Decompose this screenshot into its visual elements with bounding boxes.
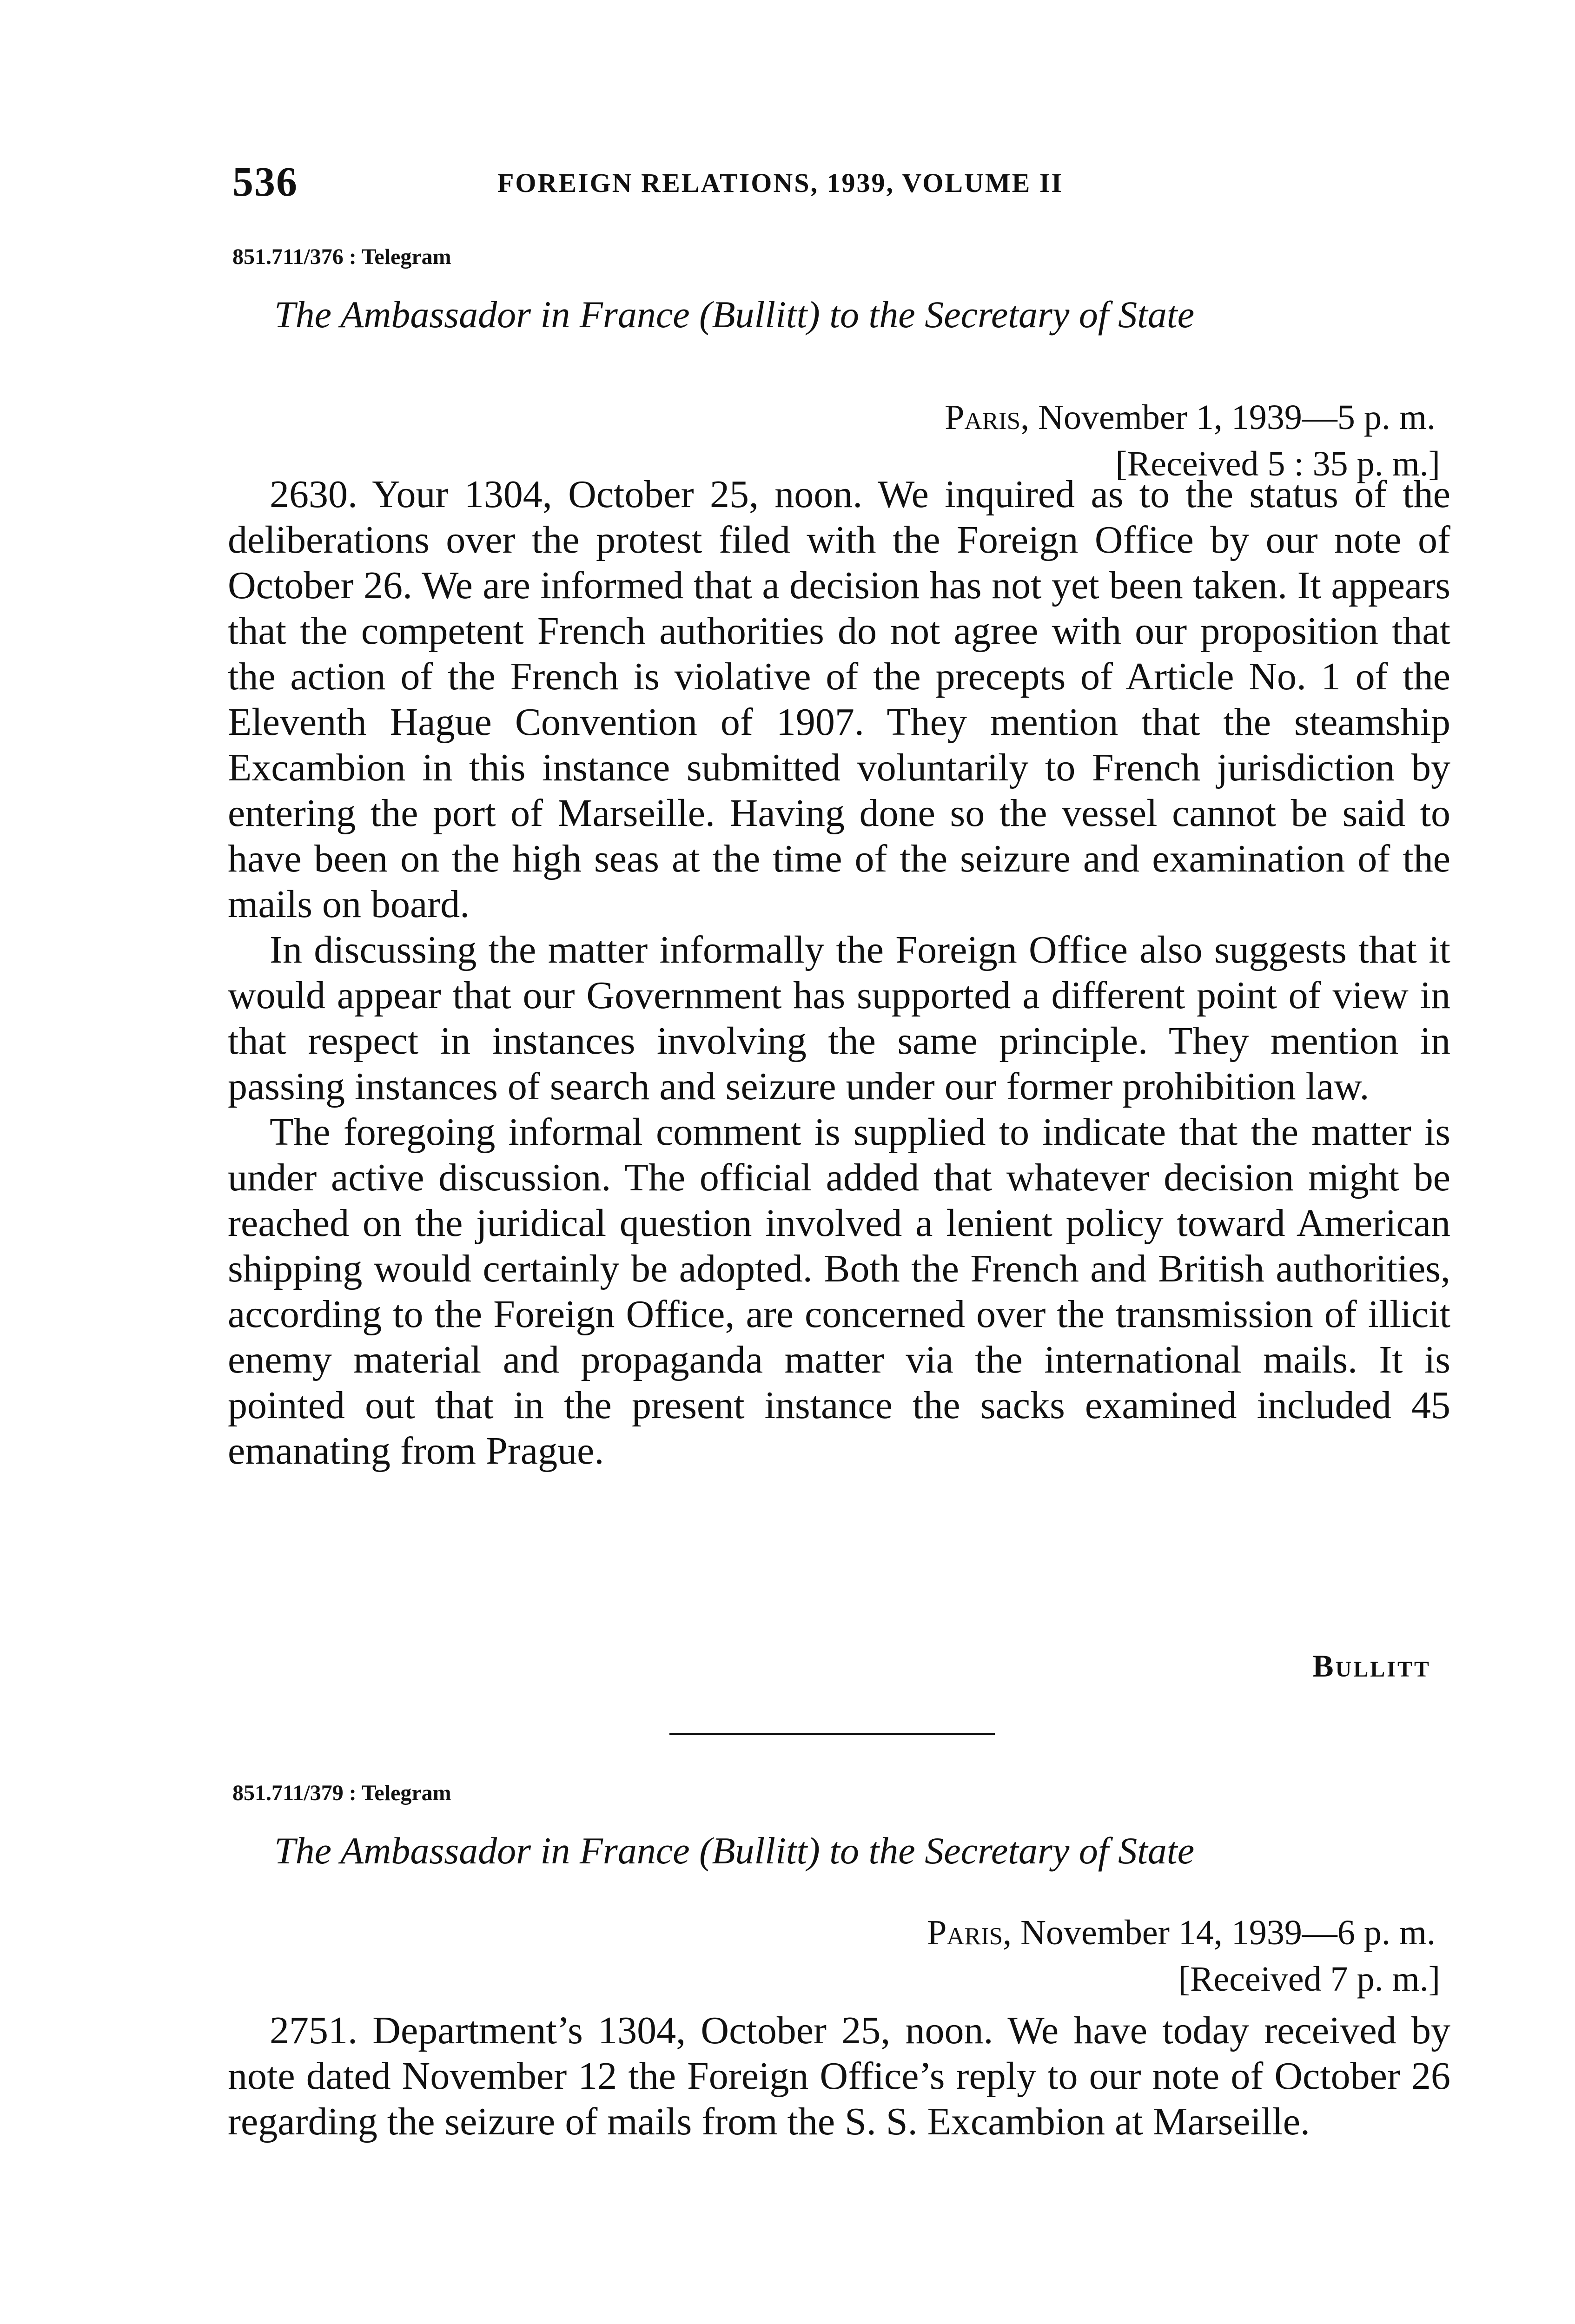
document-heading: The Ambassador in France (Bullitt) to the Secretary of State [274, 1829, 1195, 1872]
page-header [232, 158, 1302, 214]
dateline-place: Paris [945, 398, 1021, 437]
page-number: 536 [232, 159, 298, 205]
paragraph: 2630. Your 1304, October 25, noon. We inquired as to the status of the deliberations over the protest filed with the Foreign Office by our note of October 26. We are informed that a decision has not yet been taken. It appears that the competent French authorities do not agree with our proposition that the action of the French is violative of the precepts of Article No. 1 of the Eleventh Hague Convention of 1907. They mention that the steamship Excambion in this instance submitted voluntarily to French jurisdiction by entering the port of Marseille. Having done so the vessel cannot be said to have been on the high seas at the time of the seizure and examination of the mails on board. [228, 473, 1450, 926]
section-divider [669, 1733, 995, 1735]
file-reference: 851.711/376 : Telegram [232, 244, 451, 269]
file-reference: 851.711/379 : Telegram [232, 1781, 451, 1805]
signature: Bullitt [1312, 1648, 1431, 1684]
running-head: FOREIGN RELATIONS, 1939, VOLUME II [497, 168, 1063, 198]
dateline [945, 397, 1436, 438]
paragraph: 2751. Department’s 1304, October 25, noon. We have today received by note dated November 12 the Foreign Office’s reply to our note of October 26 regarding the seizure of mails from the S. S. Excambion at Marseille. [228, 2009, 1450, 2143]
dateline-place: Paris [927, 1913, 1003, 1952]
dateline [927, 1913, 1436, 1953]
telegram-body [228, 472, 1450, 1474]
dateline-date: , November 14, 1939—6 p. m. [1003, 1913, 1436, 1952]
document-heading: The Ambassador in France (Bullitt) to the Secretary of State [274, 293, 1195, 336]
dateline-date: , November 1, 1939—5 p. m. [1020, 398, 1436, 437]
telegram-body [228, 2008, 1450, 2145]
received-time: [Received 7 p. m.] [1178, 1960, 1440, 1999]
paragraph: The foregoing informal comment is supplied to indicate that the matter is under active discussion. The official added that whatever decision might be reached on the juridical question involved a lenient policy toward American shipping would certainly be adopted. Both the French and British authorities, according to the Foreign Office, are concerned over the transmission of illicit enemy material and propaganda matter via the international mails. It is pointed out that in the present instance the sacks examined included 45 emanating from Prague. [228, 1110, 1450, 1472]
received-time: [Received 5 : 35 p. m.] [1115, 444, 1440, 483]
paragraph: In discussing the matter informally the Foreign Office also suggests that it would appear that our Government has supported a different point of view in that respect in instances involving the same principle. They mention in passing instances of search and seizure under our former prohibition law. [228, 928, 1450, 1108]
